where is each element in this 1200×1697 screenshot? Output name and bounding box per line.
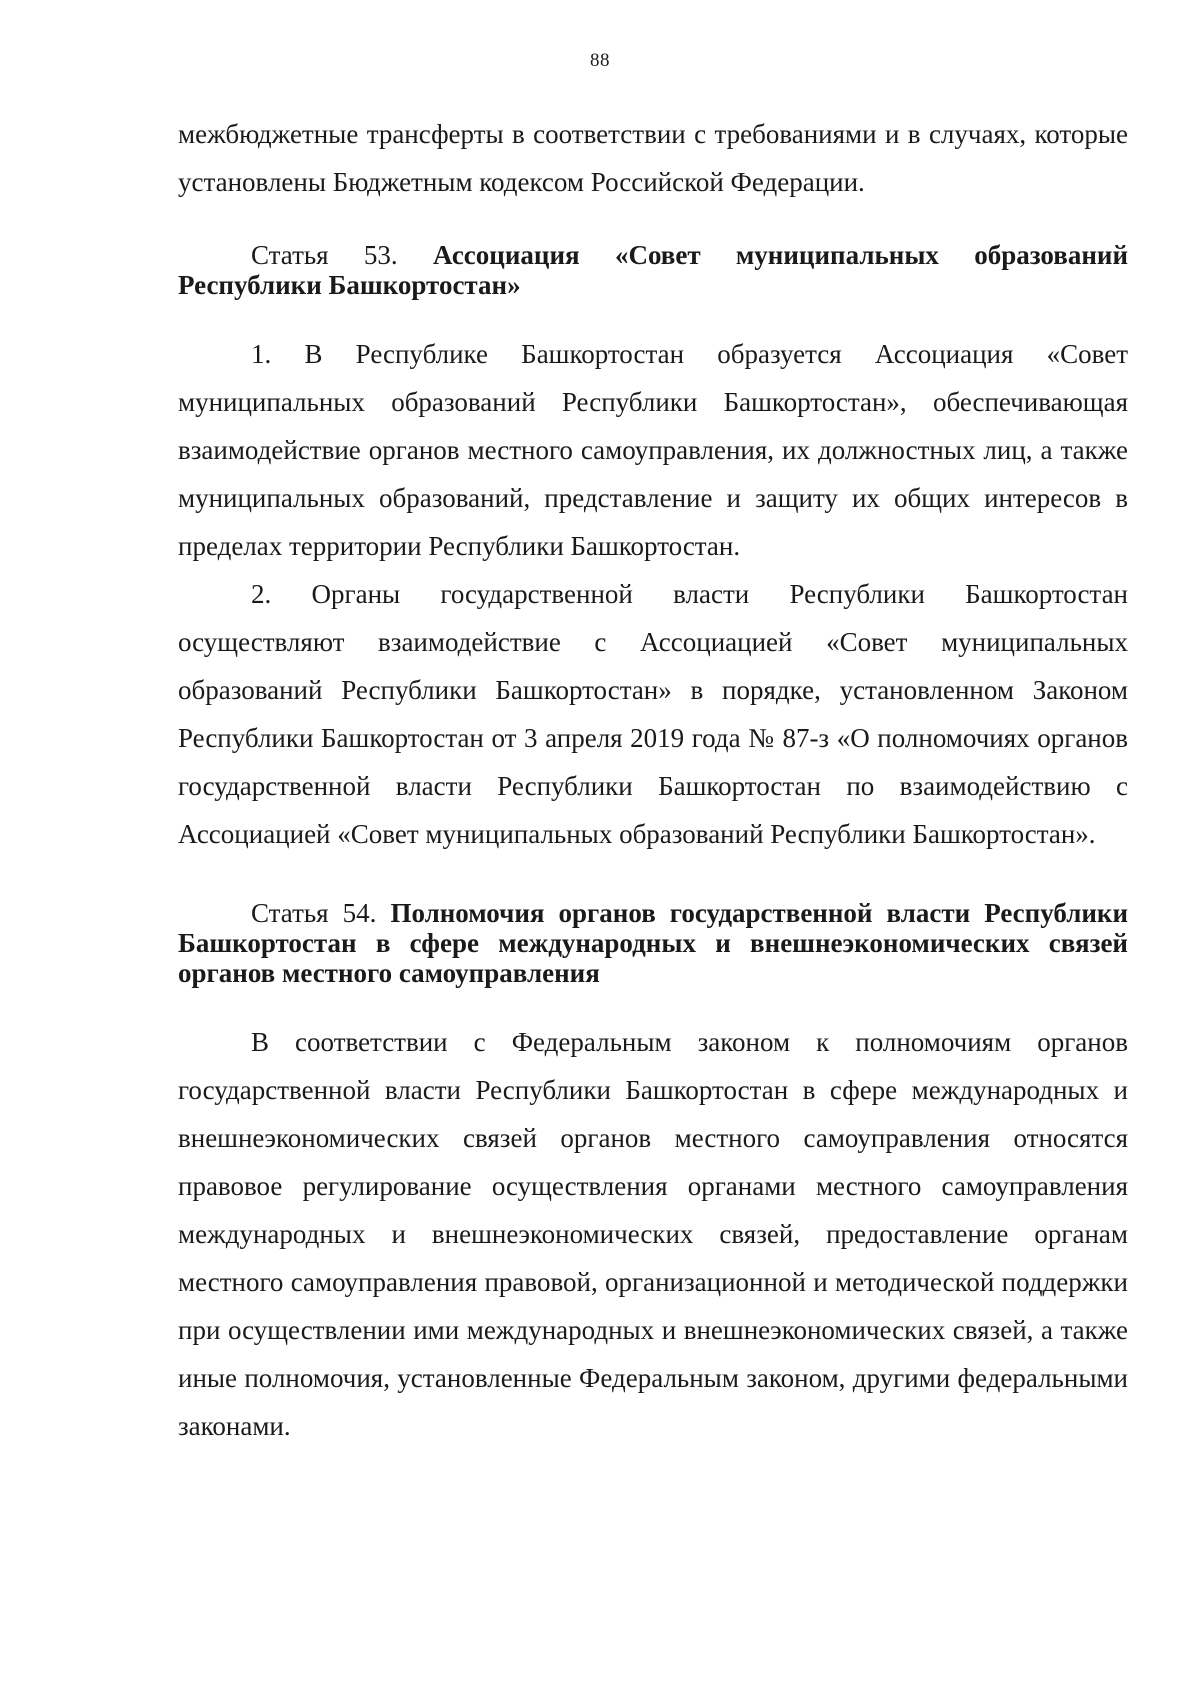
article-54-number: Статья 54. xyxy=(251,898,377,928)
article-54-heading xyxy=(178,898,1128,988)
article-54-paragraph-1: В соответствии с Федеральным законом к полномочиям органов государственной власти Республики Башкортостан в сфере международных и внешнеэкономических связей органов местного самоуправления относятся правовое регулирование осуществления органами местного самоуправления международных и внешнеэкономических связей, предоставление органам местного самоуправления правовой, организационной и методической поддержки при осуществлении ими международных и внешнеэкономических связей, а также иные полномочия, установленные Федеральным законом, другими федеральными законами. xyxy=(178,1027,1128,1441)
article-53-heading xyxy=(178,240,1128,300)
article-53 xyxy=(178,240,1128,858)
article-53-title: Ассоциация «Совет муниципальных образований Республики Башкортостан» xyxy=(178,240,1128,300)
article-53-paragraph-2: 2. Органы государственной власти Республики Башкортостан осуществляют взаимодействие с Ассоциацией «Совет муниципальных образований Республики Башкортостан» в порядке, установленном Законом Республики Башкортостан от 3 апреля 2019 года № 87-з «О полномочиях органов государственной власти Республики Башкортостан по взаимодействию с Ассоциацией «Совет муниципальных образований Республики Башкортостан». xyxy=(178,579,1128,849)
article-54 xyxy=(178,898,1128,1450)
page-content xyxy=(178,110,1128,1450)
article-54-title: Полномочия органов государственной власти Республики Башкортостан в сфере международных и внешнеэкономических связей органов местного самоуправления xyxy=(178,898,1129,988)
article-53-number: Статья 53. xyxy=(251,240,398,270)
article-53-paragraph-1: 1. В Республике Башкортостан образуется Ассоциация «Совет муниципальных образований Республики Башкортостан», обеспечивающая взаимодействие органов местного самоуправления, их должностных лиц, а также муниципальных образований, представление и защиту их общих интересов в пределах территории Республики Башкортостан. xyxy=(178,339,1128,561)
page-number: 88 xyxy=(590,50,610,71)
intro-paragraph: межбюджетные трансферты в соответствии с требованиями и в случаях, которые установлены Бюджетным кодексом Российской Федерации. xyxy=(178,119,1128,197)
